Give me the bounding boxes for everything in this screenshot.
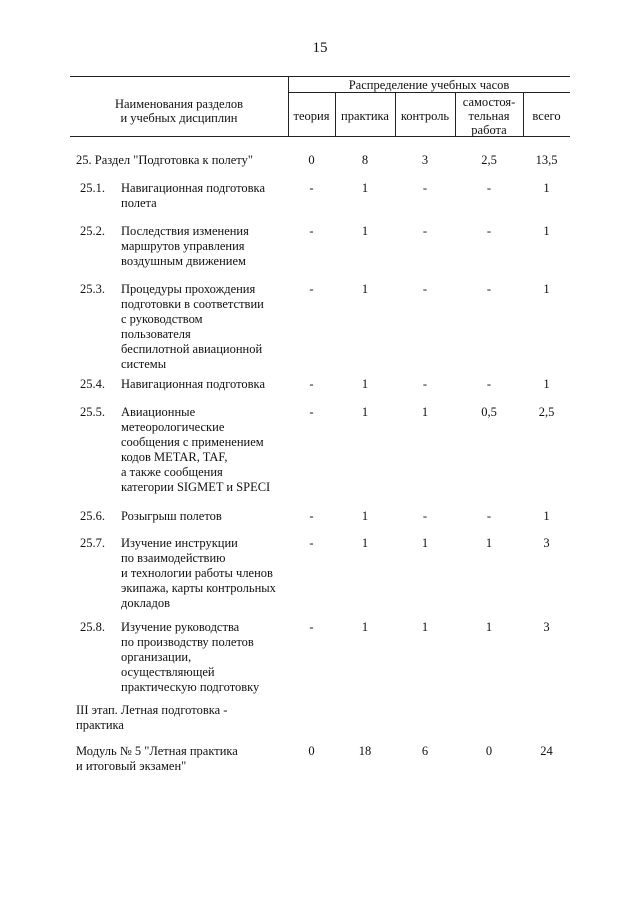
row-number: 25.7. (80, 536, 105, 550)
discipline-name: Навигационная подготовка полета (121, 181, 265, 210)
theory-value: - (309, 377, 314, 391)
distribution-header: Распределение учебных часов (348, 78, 510, 92)
control-value: - (422, 282, 428, 296)
practice-value: 1 (361, 282, 369, 296)
self-work-value: - (486, 181, 492, 195)
theory-value: - (309, 282, 314, 296)
control-column-header: контроль (400, 109, 450, 123)
row-number: 25.3. (80, 282, 105, 296)
distribution-rule (288, 92, 570, 93)
discipline-name: Процедуры прохождения подготовки в соответствии с руководством пользователя беспилотной авиационной системы (121, 282, 264, 371)
control-value: - (422, 509, 428, 523)
self-work-header-line: самостоя- (462, 95, 516, 109)
discipline-name: Изучение руководства по производству полетов организации, осуществляющей практическую подготовку (121, 620, 260, 694)
control-value: 3 (421, 153, 429, 167)
control-value: 6 (421, 744, 429, 758)
practice-column-header: практика (341, 109, 389, 123)
total-value: 1 (543, 224, 550, 238)
self-work-value: - (486, 224, 492, 238)
total-value: 2,5 (538, 405, 555, 419)
practice-value: 1 (361, 377, 369, 391)
practice-value: 1 (361, 405, 369, 419)
name-column-header-line: и учебных дисциплин (120, 111, 238, 125)
section-title: 25. Раздел "Подготовка к полету" (76, 153, 253, 167)
total-column-header: всего (532, 109, 561, 123)
control-value: - (422, 377, 428, 391)
total-value: 24 (540, 744, 553, 758)
theory-column-header: теория (293, 109, 330, 123)
practice-value: 1 (361, 620, 369, 634)
control-value: 1 (421, 620, 429, 634)
self-work-column-header (455, 95, 523, 137)
discipline-name: Розыгрыш полетов (121, 509, 222, 523)
self-work-header-line: работа (471, 123, 507, 137)
control-value: 1 (421, 536, 429, 550)
row-number: 25.4. (80, 377, 105, 391)
module-title: Модуль № 5 "Летная практика и итоговый экзамен" (76, 744, 238, 773)
practice-value: 8 (361, 153, 369, 167)
self-work-value: - (486, 509, 492, 523)
practice-value: 18 (358, 744, 372, 758)
theory-value: - (309, 224, 314, 238)
total-value: 13,5 (535, 153, 558, 167)
practice-value: 1 (361, 536, 369, 550)
name-column-header (70, 97, 288, 125)
total-value: 1 (543, 509, 550, 523)
practice-value: 1 (361, 224, 369, 238)
control-value: - (422, 224, 428, 238)
row-number: 25.5. (80, 405, 105, 419)
self-work-value: 1 (485, 620, 493, 634)
discipline-name: Последствия изменения маршрутов управления воздушным движением (121, 224, 249, 268)
control-value: 1 (421, 405, 429, 419)
theory-value: 0 (308, 153, 315, 167)
self-work-value: 0 (485, 744, 493, 758)
self-work-header-line: тельная (468, 109, 510, 123)
theory-value: - (309, 405, 314, 419)
self-work-value: 0,5 (481, 405, 497, 419)
control-value: - (422, 181, 428, 195)
self-work-value: - (486, 377, 492, 391)
total-value: 1 (543, 181, 550, 195)
row-number: 25.8. (80, 620, 105, 634)
theory-value: 0 (308, 744, 315, 758)
total-value: 3 (543, 620, 550, 634)
row-number: 25.2. (80, 224, 105, 238)
theory-value: - (309, 620, 314, 634)
stage-title: III этап. Летная подготовка - практика (76, 703, 228, 732)
discipline-name: Авиационные метеорологические сообщения с применением кодов METAR, TAF, а также сообщения категории SIGMET и SPECI (121, 405, 271, 494)
self-work-value: 2,5 (481, 153, 497, 167)
self-work-value: - (486, 282, 492, 296)
total-value: 1 (543, 282, 550, 296)
theory-value: - (309, 509, 314, 523)
name-column-header-line: Наименования разделов (114, 97, 243, 111)
total-value: 1 (543, 377, 550, 391)
header-top-rule (70, 76, 570, 77)
theory-value: - (309, 181, 314, 195)
practice-value: 1 (361, 181, 369, 195)
discipline-name: Навигационная подготовка (121, 377, 265, 391)
total-value: 3 (543, 536, 550, 550)
page-number: 15 (312, 40, 328, 56)
row-number: 25.1. (80, 181, 105, 195)
theory-value: - (309, 536, 314, 550)
practice-value: 1 (361, 509, 369, 523)
discipline-name: Изучение инструкции по взаимодействию и технологии работы членов экипажа, карты контрольных докладов (121, 536, 276, 610)
self-work-value: 1 (485, 536, 493, 550)
row-number: 25.6. (80, 509, 105, 523)
